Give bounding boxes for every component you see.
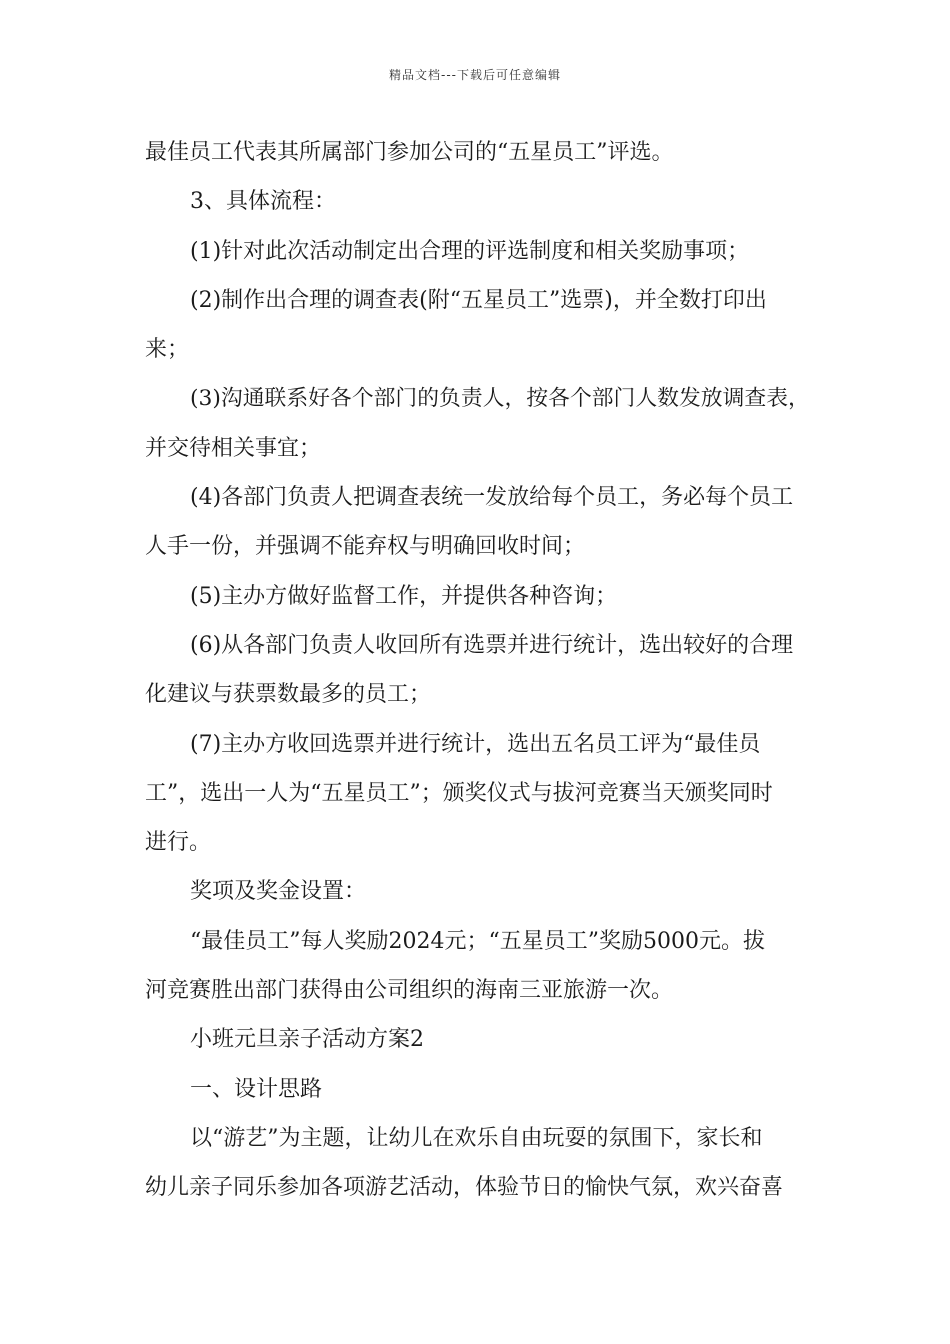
text-line: (5)主办方做好监督工作，并提供各种咨询；	[190, 583, 618, 609]
text-line: 小班元旦亲子活动方案2	[190, 1027, 424, 1053]
text-line: 最佳员工代表其所属部门参加公司的“五星员工”评选。	[145, 140, 674, 165]
text-line: (1)针对此次活动制定出合理的评选制度和相关奖励事项；	[190, 238, 750, 264]
text-line: 并交待相关事宜；	[145, 435, 322, 461]
text-line: 幼儿亲子同乐参加各项游艺活动，体验节日的愉快气氛，欢兴奋喜	[145, 1175, 784, 1201]
text-line: (2)制作出合理的调查表(附“五星员工”选票)，并全数打印出	[190, 287, 767, 313]
text-line: 进行。	[145, 830, 212, 856]
text-line: (4)各部门负责人把调查表统一发放给每个员工，务必每个员工	[190, 485, 794, 511]
page-header: 精品文档---下载后可任意编辑	[389, 68, 561, 82]
text-line: 工”，选出一人为“五星员工”；颁奖仪式与拔河竞赛当天颁奖同时	[145, 780, 773, 806]
text-line: 来；	[145, 337, 190, 363]
text-line: 3、具体流程：	[190, 189, 336, 215]
text-line: 一、设计思路	[190, 1076, 323, 1102]
text-line: (7)主办方收回选票并进行统计，选出五名员工评为“最佳员	[190, 731, 761, 757]
document-body	[145, 128, 810, 1213]
text-line: 化建议与获票数最多的员工；	[145, 682, 432, 708]
text-line: 以“游艺”为主题，让幼儿在欢乐自由玩耍的氛围下，家长和	[190, 1125, 763, 1151]
text-line: 奖项及奖金设置：	[190, 879, 367, 905]
text-line: (3)沟通联系好各个部门的负责人，按各个部门人数发放调查表，	[190, 386, 810, 412]
text-line: 人手一份，并强调不能弃权与明确回收时间；	[145, 534, 586, 560]
text-line: “最佳员工”每人奖励2024元；“五星员工”奖励5000元。拔	[190, 928, 765, 954]
text-line: (6)从各部门负责人收回所有选票并进行统计，选出较好的合理	[190, 632, 794, 658]
text-line: 河竞赛胜出部门获得由公司组织的海南三亚旅游一次。	[145, 978, 674, 1004]
